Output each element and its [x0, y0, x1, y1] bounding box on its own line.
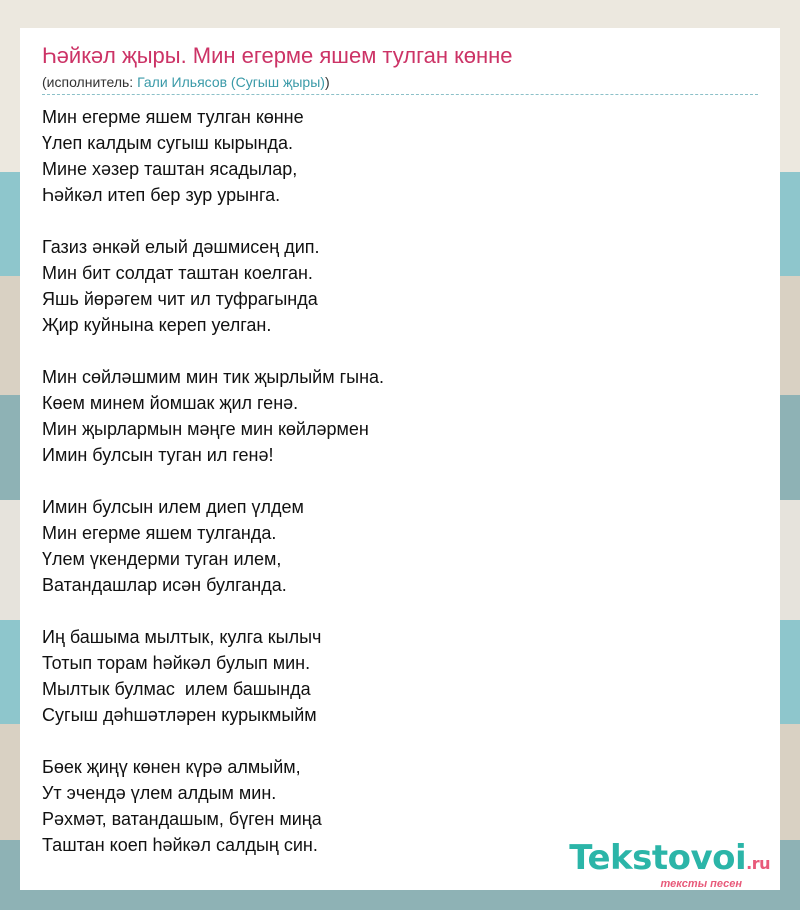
lyrics-line: Рәхмәт, ватандашым, бүген миңа [42, 809, 322, 829]
lyrics-line: Имин булсын илем диеп үлдем [42, 497, 304, 517]
logo-tagline: тексты песен [660, 878, 742, 890]
lyrics-line: Җир куйнына кереп уелган. [42, 315, 272, 335]
lyrics-verse [42, 494, 758, 598]
lyrics-line: Иң башыма мылтык, кулга кылыч [42, 627, 322, 647]
logo-name: Tekstovoi [569, 838, 747, 878]
artist-suffix: ) [324, 74, 330, 90]
lyrics-line: Мин бит солдат таштан коелган. [42, 263, 313, 283]
logo-wordmark [569, 838, 770, 881]
lyrics-line: Яшь йөрәгем чит ил туфрагында [42, 289, 318, 309]
lyrics-body [42, 104, 758, 858]
lyrics-line: Ватандашлар исән булганда. [42, 575, 287, 595]
lyrics-verse [42, 234, 758, 338]
page-title: Һәйкәл җыры. Мин егерме яшем тулган көнне [42, 43, 513, 68]
lyrics-verse [42, 624, 758, 728]
logo-tld: .ru [746, 854, 770, 873]
site-logo[interactable] [569, 838, 770, 890]
lyrics-line: Сугыш дәһшәтләрен курыкмыйм [42, 705, 317, 725]
lyrics-line: Көем минем йомшак җил генә. [42, 393, 299, 413]
lyrics-line: Мин егерме яшем тулган көнне [42, 107, 304, 127]
lyrics-line: Мине хәзер таштан ясадылар, [42, 159, 298, 179]
lyrics-line: Һәйкәл итеп бер зур урынга. [42, 185, 281, 205]
lyrics-line: Мин сөйләшмим мин тик җырлыйм гына. [42, 367, 385, 387]
dashed-divider [42, 94, 758, 95]
lyrics-line: Ут эчендә үлем алдым мин. [42, 783, 277, 803]
lyrics-line: Таштан коеп һәйкәл салдың син. [42, 835, 318, 855]
lyrics-line: Тотып торам һәйкәл булып мин. [42, 653, 311, 673]
artist-link[interactable]: Гали Ильясов (Сугыш җыры) [137, 74, 325, 90]
lyrics-line: Бөек җиңү көнен күрә алмыйм, [42, 757, 301, 777]
artist-line [42, 73, 758, 91]
artist-prefix: (исполнитель: [42, 74, 138, 90]
lyrics-verse [42, 364, 758, 468]
lyrics-line: Газиз әнкәй елый дәшмисең дип. [42, 237, 320, 257]
lyrics-line: Үлеп калдым сугыш кырында. [42, 133, 294, 153]
lyrics-line: Мылтык булмас илем башында [42, 679, 311, 699]
lyrics-line: Мин егерме яшем тулганда. [42, 523, 277, 543]
lyrics-line: Имин булсын туган ил генә! [42, 445, 274, 465]
lyrics-line: Мин җырлармын мәңге мин көйләрмен [42, 419, 369, 439]
lyrics-line: Үлем үкендерми туган илем, [42, 549, 282, 569]
lyrics-card [20, 28, 780, 890]
lyrics-verse [42, 104, 758, 208]
